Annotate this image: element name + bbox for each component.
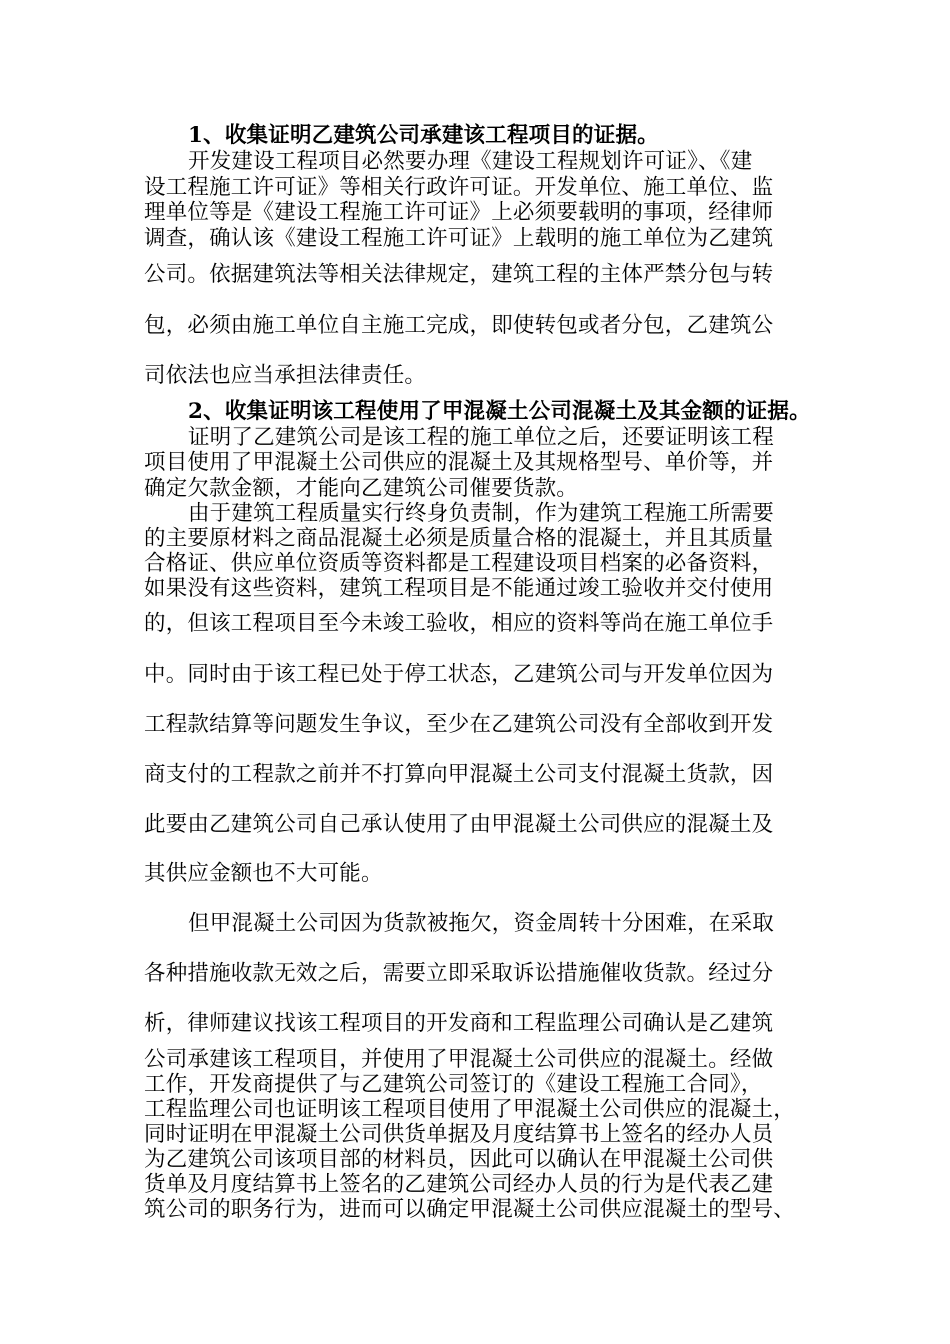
paragraph-line: 各种措施收款无效之后，需要立即采取诉讼措施催收货款。经过分 <box>144 961 774 986</box>
paragraph-line: 为乙建筑公司该项目部的材料员，因此可以确认在甲混凝土公司供 <box>144 1147 774 1172</box>
paragraph-line: 公司。依据建筑法等相关法律规定，建筑工程的主体严禁分包与转 <box>144 262 774 287</box>
paragraph-line <box>144 1012 773 1036</box>
paragraph-line: 开发建设工程项目必然要办理《建设工程规划许可证》、《建 <box>188 149 753 174</box>
paragraph-line: 包，必须由施工单位自主施工完成，即使转包或者分包，乙建筑公 <box>144 313 774 338</box>
paragraph-line: 工程监理公司也证明该工程项目使用了甲混凝土公司供应的混凝土， <box>144 1097 796 1122</box>
paragraph-line: 但甲混凝土公司因为货款被拖欠，资金周转十分困难，在采取 <box>188 911 774 936</box>
paragraph-line: 项目使用了甲混凝土公司供应的混凝土及其规格型号、单价等，并 <box>144 450 774 475</box>
paragraph-line: 合格证、供应单位资质等资料都是工程建设项目档案的必备资料， <box>144 551 774 576</box>
paragraph-line: 由于建筑工程质量实行终身负责制，作为建筑工程施工所需要 <box>188 501 774 526</box>
paragraph-line: 理单位等是《建设工程施工许可证》上必须要载明的事项，经律师 <box>144 200 774 225</box>
paragraph-line: 司依法也应当承担法律责任。 <box>144 363 427 388</box>
paragraph-line: 如果没有这些资料，建筑工程项目是不能通过竣工验收并交付使用 <box>144 576 774 601</box>
paragraph-line: 证明了乙建筑公司是该工程的施工单位之后，还要证明该工程 <box>188 425 774 450</box>
paragraph-line: 商支付的工程款之前并不打算向甲混凝土公司支付混凝土货款，因 <box>144 762 774 787</box>
paragraph-line <box>144 612 773 636</box>
section-2-heading: 2、收集证明该工程使用了甲混凝土公司混凝土及其金额的证据。 <box>188 399 811 424</box>
paragraph-line: 工作，开发商提供了与乙建筑公司签订的《建设工程施工合同》， <box>144 1072 763 1097</box>
paragraph-line: 的主要原材料之商品混凝土必须是质量合格的混凝土，并且其质量 <box>144 526 774 551</box>
paragraph-line: 公司承建该工程项目，并使用了甲混凝土公司供应的混凝土。经做 <box>144 1047 774 1072</box>
paragraph-line: 此要由乙建筑公司自己承认使用了由甲混凝土公司供应的混凝土及 <box>144 812 774 837</box>
paragraph-line: 货单及月度结算书上签名的乙建筑公司经办人员的行为是代表乙建 <box>144 1172 774 1197</box>
paragraph-line: 设工程施工许可证》等相关行政许可证。开发单位、施工单位、监 <box>144 175 774 200</box>
paragraph-line: 调查，确认该《建设工程施工许可证》上载明的施工单位为乙建筑 <box>144 226 774 251</box>
section-1-heading: 1、收集证明乙建筑公司承建该工程项目的证据。 <box>188 123 659 148</box>
paragraph-line-serif: 该工程项目的开发商和工程监理公司确认是乙建筑 <box>295 1011 774 1036</box>
paragraph-line: 同时证明在甲混凝土公司供货单据及月度结算书上签名的经办人员 <box>144 1122 774 1147</box>
paragraph-line-sans: 相应的资料等尚在施工单位手 <box>491 611 774 636</box>
paragraph-line-serif: 的，但该工程项目至今未竣工验收， <box>144 611 492 636</box>
paragraph-line: 工程款结算等问题发生争议，至少在乙建筑公司没有全部收到开发 <box>144 712 774 737</box>
paragraph-line-sans: 析，律师建议找 <box>144 1011 296 1036</box>
paragraph-line: 中。同时由于该工程已处于停工状态，乙建筑公司与开发单位因为 <box>144 662 774 687</box>
paragraph-line: 筑公司的职务行为，进而可以确定甲混凝土公司供应混凝土的型号、 <box>144 1197 796 1222</box>
paragraph-line: 其供应金额也不大可能。 <box>144 861 383 886</box>
paragraph-line: 确定欠款金额，才能向乙建筑公司催要货款。 <box>144 476 579 501</box>
